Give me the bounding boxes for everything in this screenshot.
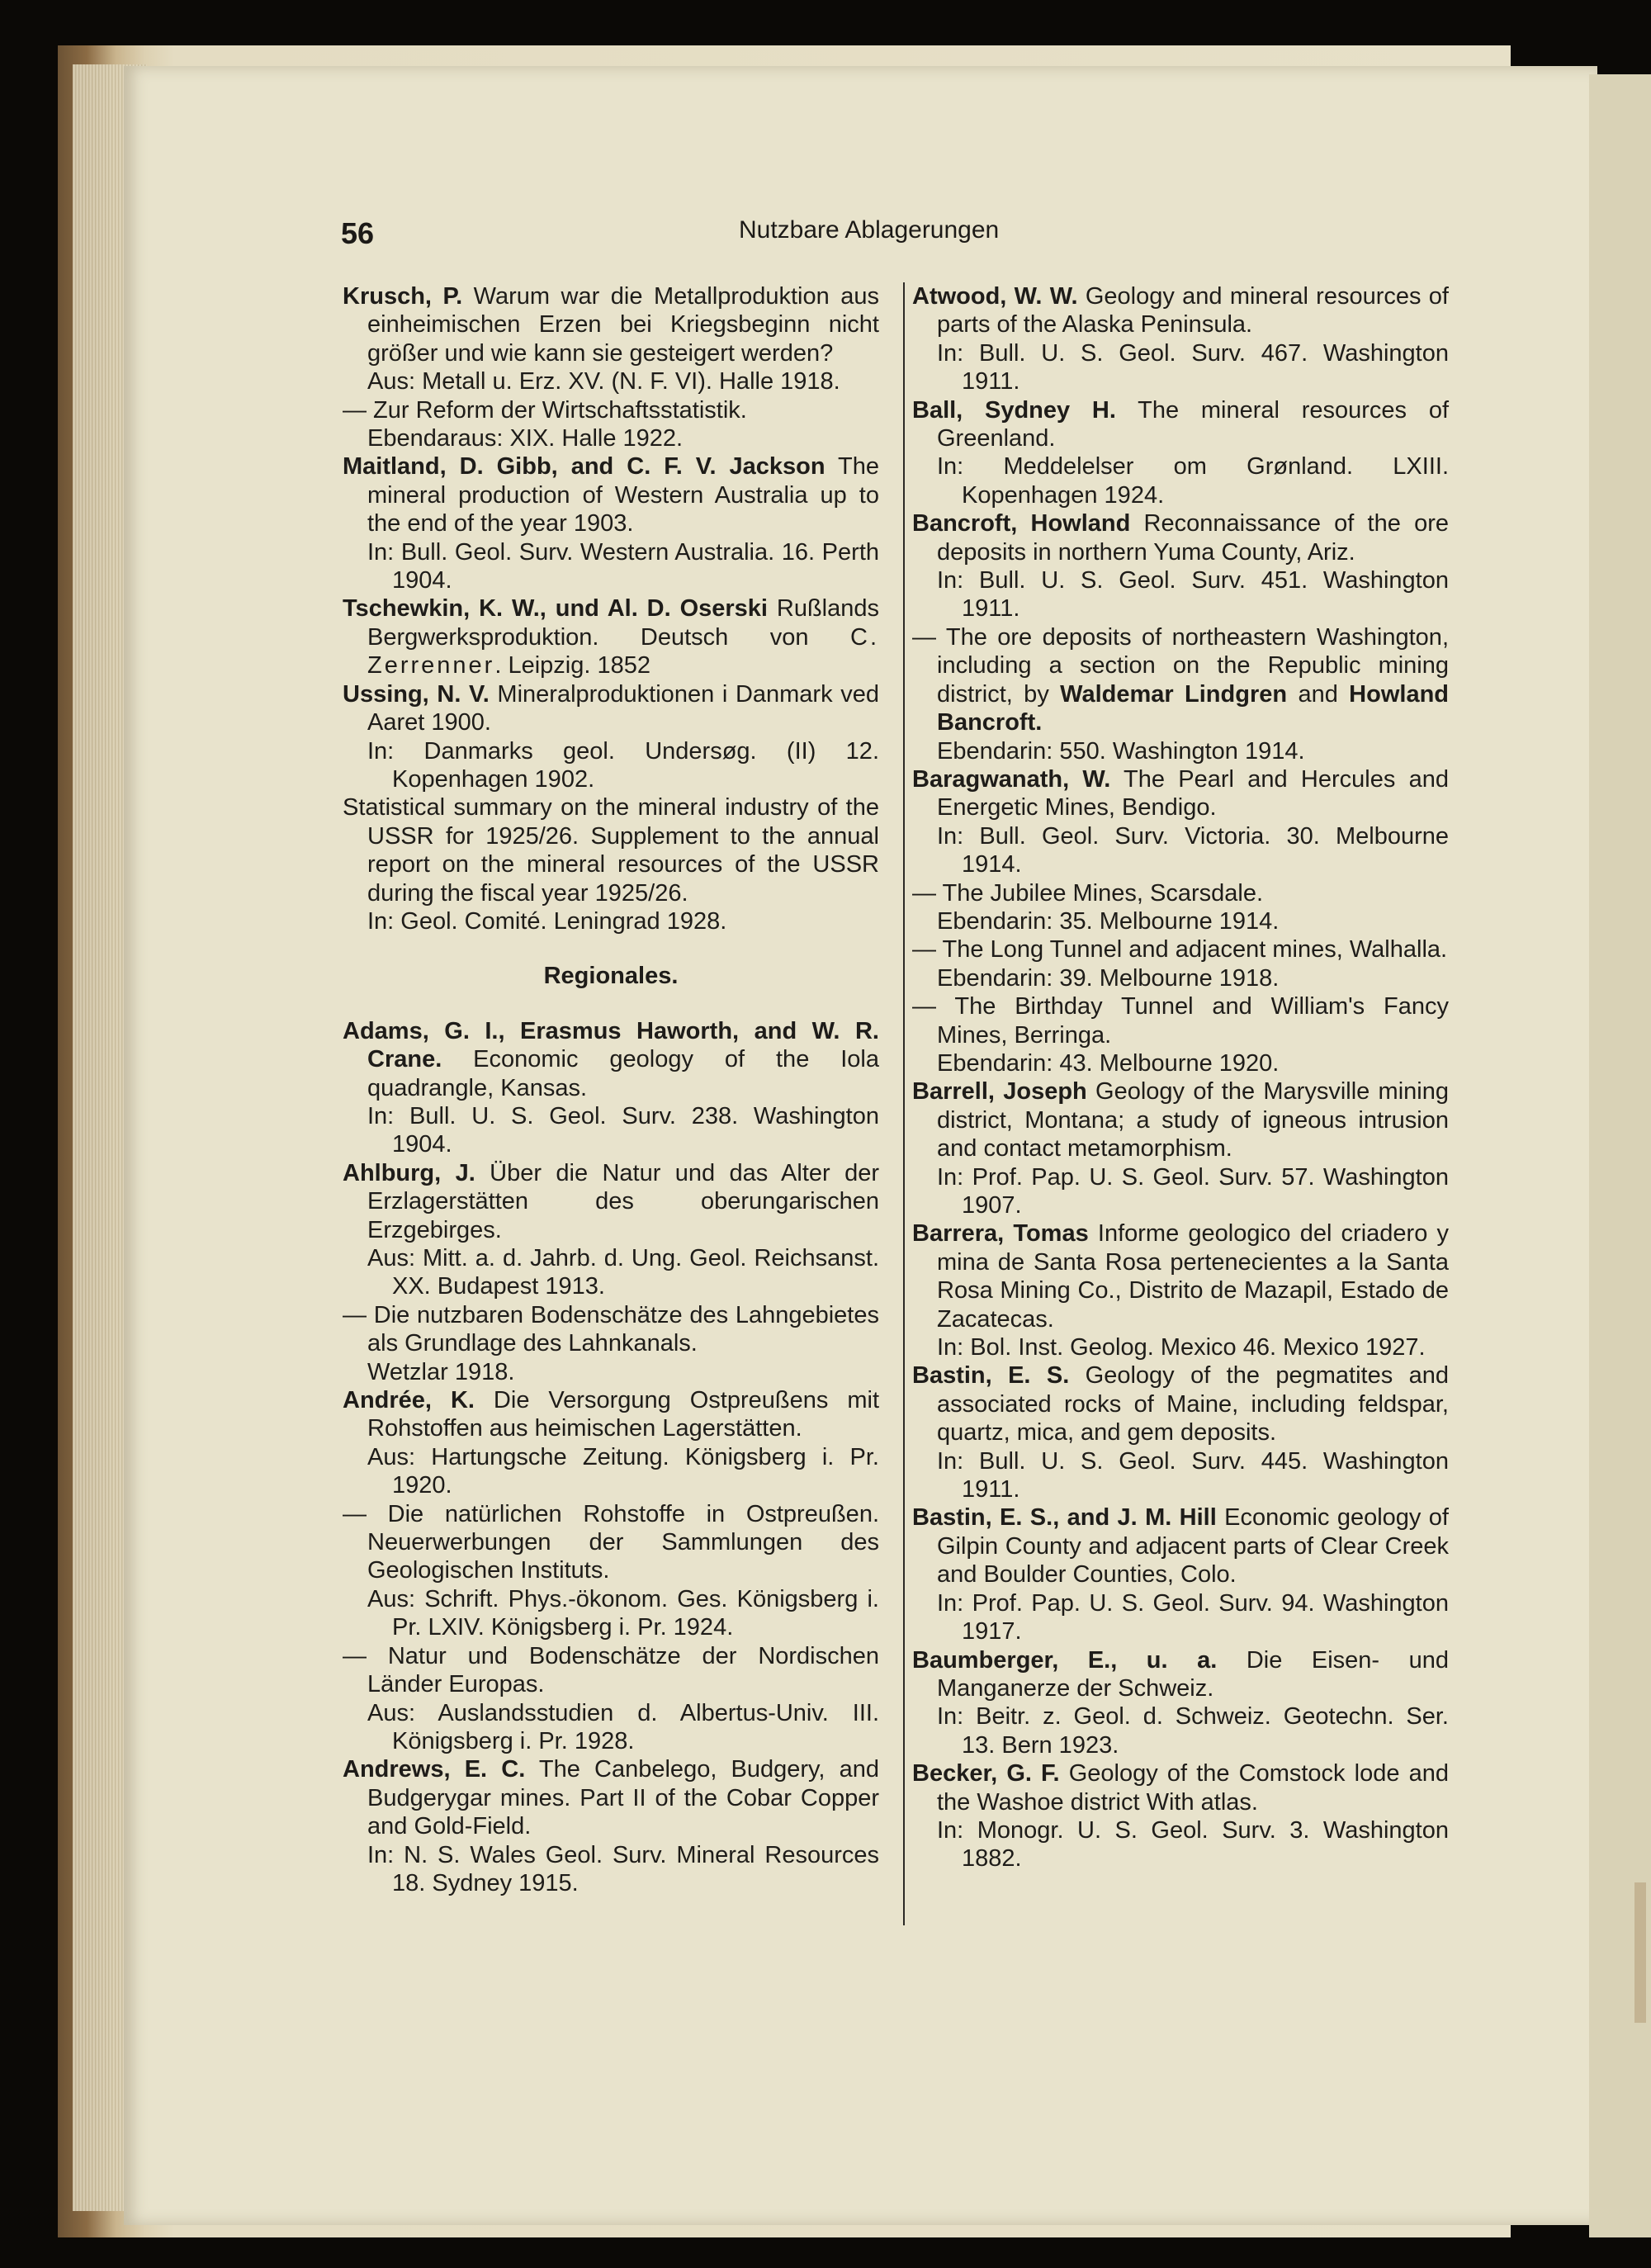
section-heading: Regionales.: [543, 963, 679, 990]
bib-entry: Baumberger, E., u. a. Die Eisen- und Manganerze der Schweiz.: [912, 1646, 1449, 1702]
bib-entry: Krusch, P. Warum war die Metallproduktion aus einheimischen Erzen bei Kriegsbeginn nicht größer und wie kann sie gesteigert werden?: [343, 283, 879, 367]
coauthor: Waldemar Lindgren: [1060, 680, 1288, 708]
left-column: [343, 282, 879, 1897]
bib-entry: Atwood, W. W. Geology and mineral resources of parts of the Alaska Peninsula.: [912, 283, 1449, 339]
entry-source: In: Bull. Geol. Surv. Victoria. 30. Melbourne 1914.: [937, 822, 1449, 878]
entry-author: Bastin, E. S.: [912, 1362, 1070, 1390]
entry-author: Andrews, E. C.: [343, 1756, 526, 1783]
bib-entry: Adams, G. I., Erasmus Haworth, and W. R. Crane. Economic geology of the Iola quadrangle, Kansas.: [343, 1017, 879, 1101]
bib-entry: Bastin, E. S. Geology of the pegmatites and associated rocks of Maine, including feldspar, quartz, mica, and gem deposits.: [912, 1362, 1449, 1447]
bib-entry-continued: — Natur und Bodenschätze der Nordischen Länder Europas.: [343, 1642, 879, 1698]
bib-entry: Maitland, D. Gibb, and C. F. V. Jackson The mineral production of Western Australia up to the end of the year 1903.: [343, 453, 879, 537]
entry-source: Ebendarin: 39. Melbourne 1918.: [937, 964, 1280, 992]
entry-source: In: Prof. Pap. U. S. Geol. Surv. 57. Washington 1907.: [937, 1163, 1449, 1219]
entry-source: In: Danmarks geol. Undersøg. (II) 12. Kopenhagen 1902.: [367, 737, 879, 793]
bib-entry: Bastin, E. S., and J. M. Hill Economic geology of Gilpin County and adjacent parts of Clear Creek and Boulder Counties, Colo.: [912, 1504, 1449, 1589]
bib-entry: Baragwanath, W. The Pearl and Hercules and Energetic Mines, Bendigo.: [912, 765, 1449, 821]
entry-author: Ahlburg, J.: [343, 1159, 475, 1186]
entry-source: In: Bull. U. S. Geol. Surv. 451. Washington 1911.: [937, 567, 1449, 623]
entry-source: In: Meddelelser om Grønland. LXIII. Kopenhagen 1924.: [937, 453, 1449, 509]
entry-source: Aus: Mitt. a. d. Jahrb. d. Ung. Geol. Reichsanst. XX. Budapest 1913.: [367, 1245, 879, 1300]
bib-entry: Andrée, K. Die Versorgung Ostpreußens mit Rohstoffen aus heimischen Lagerstätten.: [343, 1387, 879, 1442]
bib-entry: Andrews, E. C. The Canbelego, Budgery, and Budgerygar mines. Part II of the Cobar Copper and Gold-Field.: [343, 1756, 880, 1840]
bib-entry-continued: — The Jubilee Mines, Scarsdale.: [912, 879, 1264, 907]
entry-author: Ball, Sydney H.: [912, 396, 1116, 424]
entry-source: Aus: Schrift. Phys.-ökonom. Ges. Königsberg i. Pr. LXIV. Königsberg i. Pr. 1924.: [367, 1585, 879, 1641]
entry-author: Becker, G. F.: [912, 1760, 1060, 1787]
entry-author: Bancroft, Howland: [912, 510, 1131, 537]
entry-author: Tschewkin, K. W., und Al. D. Oserski: [343, 595, 768, 623]
entry-source: Aus: Hartungsche Zeitung. Königsberg i. Pr. 1920.: [367, 1443, 879, 1499]
bib-entry: Barrera, Tomas Informe geologico del criadero y mina de Santa Rosa pertenecientes a la Santa Rosa Mining Co., Distrito de Mazapil, Estado de Zacatecas.: [912, 1220, 1449, 1333]
entry-source: In: Geol. Comité. Leningrad 1928.: [367, 907, 727, 935]
bookmark-ribbon: [1634, 1882, 1646, 2023]
page-header: [0, 216, 1651, 266]
bib-entry-continued: — Zur Reform der Wirtschaftsstatistik.: [343, 396, 747, 424]
entry-author: Bastin, E. S., and J. M. Hill: [912, 1504, 1217, 1532]
entry-author: Baumberger, E., u. a.: [912, 1646, 1218, 1674]
translator-name: C. Zerrenner: [367, 623, 879, 679]
entry-source: In: Bull. U. S. Geol. Surv. 238. Washington 1904.: [367, 1102, 879, 1158]
entry-author: Andrée, K.: [343, 1387, 475, 1414]
bib-entry-continued: — The Birthday Tunnel and William's Fancy Mines, Berringa.: [912, 993, 1449, 1049]
entry-source: In: Monogr. U. S. Geol. Surv. 3. Washington 1882.: [937, 1816, 1449, 1873]
entry-source: Aus: Metall u. Erz. XV. (N. F. VI). Halle 1918.: [367, 368, 840, 395]
entry-author: Krusch, P.: [343, 283, 463, 310]
bib-entry-continued: — The Long Tunnel and adjacent mines, Walhalla.: [912, 936, 1448, 964]
entry-source: Ebendarin: 35. Melbourne 1914.: [937, 907, 1280, 935]
bib-entry: Becker, G. F. Geology of the Comstock lode and the Washoe district With atlas.: [912, 1760, 1449, 1816]
entry-source: In: Bol. Inst. Geolog. Mexico 46. Mexico 1927.: [937, 1334, 1426, 1361]
right-column: [912, 282, 1449, 1873]
entry-source: In: Bull. Geol. Surv. Western Australia. 16. Perth 1904.: [367, 538, 879, 594]
bib-entry: Ahlburg, J. Über die Natur und das Alter der Erzlagerstätten des oberungarischen Erzgebirges.: [343, 1159, 879, 1243]
entry-author: Atwood, W. W.: [912, 283, 1078, 310]
entry-source: Ebendaraus: XIX. Halle 1922.: [367, 425, 684, 452]
bib-entry: Barrell, Joseph Geology of the Marysville mining district, Montana; a study of igneous intrusion and contact metamorphism.: [912, 1078, 1449, 1162]
entry-author: Baragwanath, W.: [912, 765, 1111, 793]
entry-source: Ebendarin: 550. Washington 1914.: [937, 737, 1305, 765]
entry-source: Ebendarin: 43. Melbourne 1920.: [937, 1049, 1280, 1077]
bib-entry-continued: — The ore deposits of northeastern Washington, including a section on the Republic mining district, by Waldemar Lindgren and Howland Bancroft.: [912, 623, 1450, 736]
bib-entry: Tschewkin, K. W., und Al. D. Oserski Rußlands Bergwerksproduktion. Deutsch von C. Zerrenner. Leipzig. 1852: [343, 595, 879, 679]
coauthor: Howland Bancroft.: [937, 680, 1450, 736]
entry-source: In: Bull. U. S. Geol. Surv. 467. Washington 1911.: [937, 339, 1449, 395]
entry-source: In: Bull. U. S. Geol. Surv. 445. Washington 1911.: [937, 1447, 1449, 1503]
bib-entry-continued: — Die natürlichen Rohstoffe in Ostpreußen. Neuerwerbungen der Sammlungen des Geologischen Instituts.: [343, 1500, 879, 1584]
running-title: Nutzbare Ablagerungen: [739, 216, 1000, 244]
entry-author: Barrera, Tomas: [912, 1220, 1089, 1248]
entry-author: Barrell, Joseph: [912, 1078, 1087, 1106]
entry-author: Ussing, N. V.: [343, 680, 490, 708]
page-number: 56: [341, 216, 375, 250]
bib-entry: Ussing, N. V. Mineralproduktionen i Danmark ved Aaret 1900.: [343, 680, 879, 736]
entry-author: Maitland, D. Gibb, and C. F. V. Jackson: [343, 453, 826, 481]
entry-source: Wetzlar 1918.: [367, 1358, 515, 1385]
entry-source: Aus: Auslandsstudien d. Albertus-Univ. III. Königsberg i. Pr. 1928.: [367, 1699, 879, 1754]
bib-entry-continued: — Die nutzbaren Bodenschätze des Lahngebietes als Grundlage des Lahnkanals.: [343, 1301, 879, 1357]
bib-entry: Bancroft, Howland Reconnaissance of the ore deposits in northern Yuma County, Ariz.: [912, 510, 1449, 566]
entry-source: In: Prof. Pap. U. S. Geol. Surv. 94. Washington 1917.: [937, 1589, 1449, 1645]
entry-author: Adams, G. I., Erasmus Haworth, and W. R. Crane.: [343, 1017, 879, 1073]
entry-source: In: N. S. Wales Geol. Surv. Mineral Resources 18. Sydney 1915.: [367, 1841, 879, 1896]
bib-entry: Ball, Sydney H. The mineral resources of Greenland.: [912, 396, 1449, 452]
column-divider: [903, 282, 905, 1925]
bib-entry: Statistical summary on the mineral industry of the USSR for 1925/26. Supplement to the annual report on the mineral resources of the USSR during the fiscal year 1925/26.: [343, 794, 879, 907]
entry-source: In: Beitr. z. Geol. d. Schweiz. Geotechn. Ser. 13. Bern 1923.: [937, 1703, 1449, 1759]
